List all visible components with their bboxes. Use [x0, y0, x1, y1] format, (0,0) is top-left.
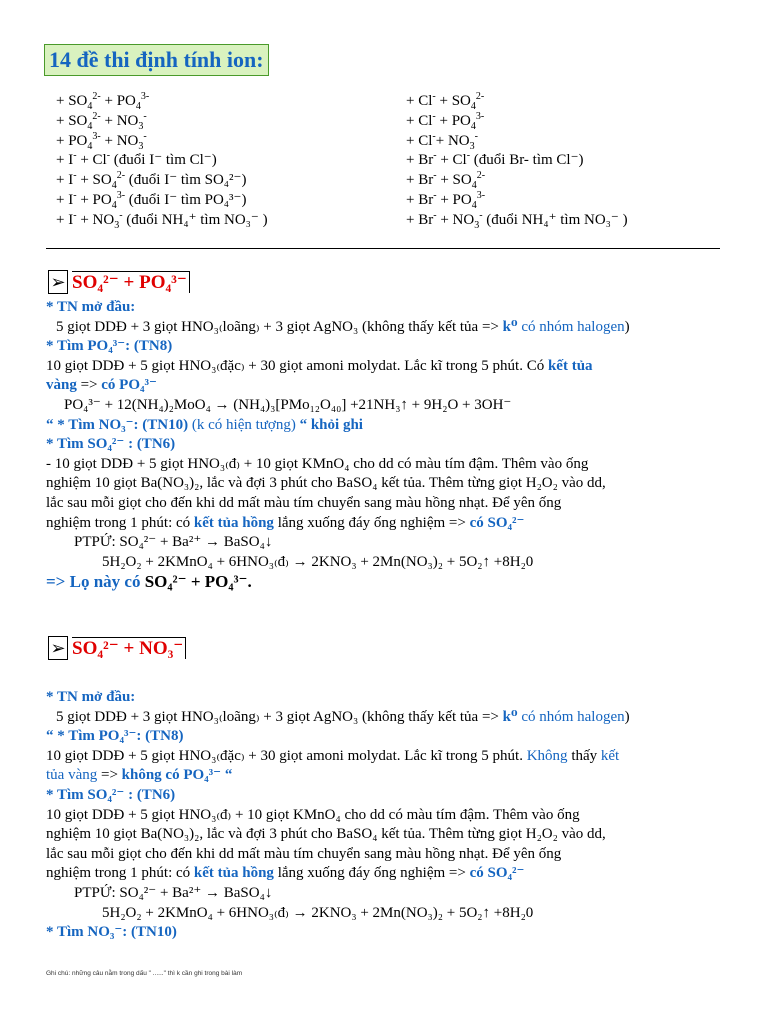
ion-pair-row: + $SO_4^{2-} + PO_4^{3-}$: [56, 91, 150, 112]
ion-pair-row: + I- + Cl- (đuổi I⁻ tìm Cl⁻): [56, 150, 217, 169]
so4-line3: lắc sau mỗi giọt cho đến khi dd mất màu tím chuyển sang màu hồng nhạt. Để yên ống: [46, 494, 562, 511]
tn-label: * TN mở đầu:: [46, 299, 136, 315]
so4-line3: lắc sau mỗi giọt cho đến khi dd mất màu tím chuyển sang màu hồng nhạt. Để yên ống: [46, 845, 562, 862]
ion-pair-row: + $PO_4^{3-} + NO_3^-$: [56, 130, 147, 152]
ion-pair-row: + $Cl^-+ NO_3^-$: [406, 130, 478, 152]
section-body-2: [46, 688, 726, 943]
so4-line1: 10 giọt DDĐ + 5 giọt HNO₃₍đ₎ + 10 giọt KMnO₄ cho dd có màu tím đậm. Thêm vào ống: [46, 806, 580, 823]
so4-line2: nghiệm 10 giọt Ba(NO₃)₂, lắc và đợi 3 phút cho BaSO₄ kết tủa. Thêm từng giọt H₂O₂ vào dd,: [46, 475, 606, 492]
no3-line: “ * Tìm NO₃⁻: (TN10) (k có hiện tượng) “ khỏi ghi: [46, 416, 363, 433]
ion-pair-row: + $Cl^- + SO_4^{2-}$: [406, 91, 485, 112]
po4-line2: vàng => có PO₄³⁻: [46, 377, 157, 394]
ion-pair-row: + $SO_4^{2-} + NO_3^-$: [56, 110, 147, 132]
so4-line4: nghiệm trong 1 phút: có kết tủa hồng lắng xuống đáy ống nghiệm => có SO₄²⁻: [46, 514, 525, 531]
ion-pairs-left: [56, 92, 268, 231]
kmno4-equation: 5H₂O₂ + 2KMnO₄ + 6HNO₃₍đ₎ → 2KNO₃ + 2Mn(NO₃)₂ + 5O₂↑ +8H₂0: [102, 553, 534, 570]
footnote: Ghi chú: những câu nằm trong dấu " ......" thì k cần ghi trong bài làm: [46, 970, 243, 977]
so4-line2: nghiệm 10 giọt Ba(NO₃)₂, lắc và đợi 3 phút cho BaSO₄ kết tủa. Thêm từng giọt H₂O₂ vào dd,: [46, 826, 606, 843]
section-title: SO₄²⁻ + NO₃⁻: [72, 637, 186, 659]
so4-label: * Tìm SO₄²⁻ : (TN6): [46, 786, 176, 803]
tn-line: 5 giọt DDĐ + 3 giọt HNO₃₍loãng₎ + 3 giọt AgNO₃ (không thấy kết tủa => k⁰ có nhóm halogen): [56, 318, 630, 335]
kmno4-equation: 5H₂O₂ + 2KMnO₄ + 6HNO₃₍đ₎ → 2KNO₃ + 2Mn(NO₃)₂ + 5O₂↑ +8H₂0: [102, 904, 534, 921]
tn-label: * TN mở đầu:: [46, 689, 136, 705]
page-title: 14 đề thi định tính ion:: [44, 44, 269, 76]
conclusion: => Lọ này có SO₄²⁻ + PO₄³⁻.: [46, 572, 252, 592]
po4-line1: 10 giọt DDĐ + 5 giọt HNO₃₍đặc₎ + 30 giọt amoni molydat. Lắc kĩ trong 5 phút. Không thấy kết: [46, 747, 620, 764]
ion-pair-row: + $Br^- + NO_3^-$ (đuổi NH₄⁺ tìm NO₃⁻ ): [406, 209, 628, 231]
ion-pair-row: + $I^- + SO_4^{2-}$ (đuổi I⁻ tìm SO₄²⁻): [56, 170, 247, 192]
ion-pair-row: + Br- + Cl- (đuổi Br- tìm Cl⁻): [406, 150, 584, 169]
ptpu-line: PTPỨ: SO₄²⁻ + Ba²⁺ → BaSO₄↓: [74, 534, 273, 551]
ion-pair-row: + $Br^- + PO_4^{3-}$: [406, 189, 486, 211]
section-title: SO₄²⁻ + PO₄³⁻: [72, 271, 190, 293]
no3-label: * Tìm NO₃⁻: (TN10): [46, 924, 177, 941]
so4-label: * Tìm SO₄²⁻ : (TN6): [46, 436, 176, 453]
ion-pair-row: + $I^- + PO_4^{3-}$ (đuổi I⁻ tìm PO₄³⁻): [56, 189, 247, 211]
po4-line1: 10 giọt DDĐ + 5 giọt HNO₃₍đặc₎ + 30 giọt amoni molydat. Lắc kĩ trong 5 phút. Có kết tủa: [46, 357, 593, 374]
section-body-1: [46, 298, 726, 592]
ion-pair-row: + $I^- + NO_3^-$ (đuổi NH₄⁺ tìm NO₃⁻ ): [56, 209, 268, 231]
po4-label: * Tìm PO₄³⁻: (TN8): [46, 338, 173, 355]
arrow-icon: ➢: [48, 270, 68, 294]
po4-label: “ * Tìm PO₄³⁻: (TN8): [46, 728, 184, 745]
po4-line2: tủa vàng => không có PO₄³⁻ “: [46, 767, 233, 784]
so4-line4: nghiệm trong 1 phút: có kết tủa hồng lắng xuống đáy ống nghiệm => có SO₄²⁻: [46, 865, 525, 882]
po4-equation: PO₄³⁻ + 12(NH₄)₂MoO₄ → (NH₄)₃[PMo₁₂O₄₀] +21NH₃↑ + 9H₂O + 3OH⁻: [64, 396, 512, 413]
divider: [46, 248, 720, 249]
arrow-icon: ➢: [48, 636, 68, 660]
ion-pair-row: + $Cl^- + PO_4^{3-}$: [406, 110, 485, 132]
section-heading-so4-no3: [48, 636, 186, 662]
section-heading-so4-po4: [48, 270, 190, 296]
so4-line1: - 10 giọt DDĐ + 5 giọt HNO₃₍đ₎ + 10 giọt KMnO₄ cho dd có màu tím đậm. Thêm vào ống: [46, 455, 589, 472]
tn-line: 5 giọt DDĐ + 3 giọt HNO₃₍loãng₎ + 3 giọt AgNO₃ (không thấy kết tủa => k⁰ có nhóm halogen): [56, 708, 630, 725]
ion-pairs-right: [406, 92, 628, 231]
ptpu-line: PTPỨ: SO₄²⁻ + Ba²⁺ → BaSO₄↓: [74, 884, 273, 901]
ion-pair-row: + $Br^- + SO_4^{2-}$: [406, 170, 486, 192]
